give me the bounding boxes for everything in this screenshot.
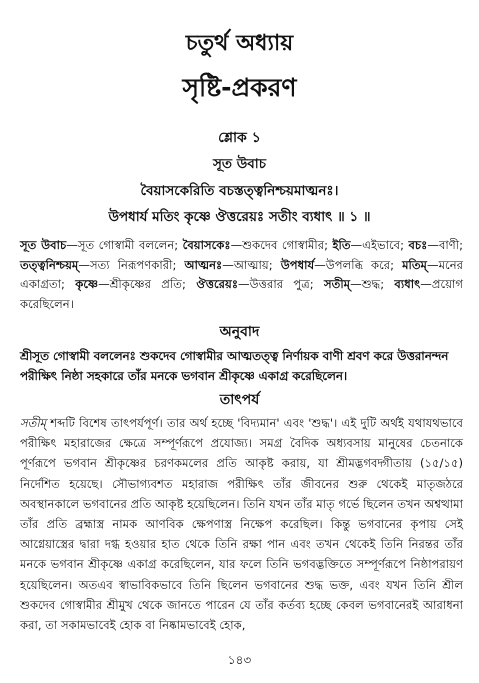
synonym-meaning: শুদ্ধ; bbox=[361, 277, 385, 292]
synonym-word: বৈয়াসকেঃ bbox=[182, 238, 231, 252]
verse-line-2: উপধার্য মতিং কৃষ্ণে ঔত্তরেয়ঃ সতীং ব্যধাৎ ॥ ১ ॥ bbox=[108, 209, 371, 225]
verse-line-1: বৈয়াসকেরিতি বচস্তত্ত্বনিশ্চয়মাত্মনঃ। bbox=[140, 183, 339, 199]
synonyms-list: সূত উবাচ—সূত গোস্বামী বললেন; বৈয়াসকেঃ—শুকদেব গোস্বামীর; ইতি—এইভাবে; বচঃ—বাণী; তত্ত্বনিশ্চয়ম্—সত্য নিরূপণকারী; আত্মনঃ—আত্মায়; উপধার্য—উপলব্ধি করে; মতিম্—মনের একাগ্রতা; কৃষ্ণে—শ্রীকৃষ্ণের প্রতি; ঔত্তরেয়ঃ—উত্তরার পুত্র; সতীম্—শুদ্ধ; ব্যধাৎ—প্রয়োগ করেছিলেন। bbox=[20, 238, 464, 311]
sloka-label: শ্লোক ১ bbox=[218, 130, 261, 146]
synonym-word: মতিম্ bbox=[402, 257, 427, 272]
purport-term: সতীম্ bbox=[20, 416, 47, 430]
synonym-word: ঔত্তরেয়ঃ bbox=[196, 277, 239, 292]
synonym-meaning: উপলব্ধি করে; bbox=[325, 257, 395, 272]
verse-speaker: সূত উবাচ bbox=[213, 156, 266, 172]
translation-heading: অনুবাদ bbox=[219, 324, 260, 340]
synonym-meaning: আত্মায়; bbox=[233, 257, 273, 272]
synonym-meaning: এইভাবে; bbox=[362, 238, 405, 252]
synonym-word: উপধার্য bbox=[280, 257, 315, 272]
synonyms-paragraph bbox=[20, 236, 463, 314]
synonym-meaning: শুকদেব গোস্বামীর; bbox=[242, 238, 329, 252]
synonym-word: তত্ত্বনিশ্চয়ম্ bbox=[20, 257, 79, 272]
synonym-word: বচঃ bbox=[408, 238, 428, 252]
synonym-word: কৃষ্ণে bbox=[75, 277, 99, 292]
synonym-meaning: সূত গোস্বামী বললেন; bbox=[77, 238, 179, 252]
synonym-meaning: বাণী; bbox=[438, 238, 464, 252]
synonym-word: সতীম্ bbox=[324, 277, 351, 292]
translation-text: শ্রীসূত গোস্বামী বললেনঃ শুকদেব গোস্বামীর আত্মতত্ত্ব নির্ণায়ক বাণী শ্রবণ করে উত্তরানন্দন পরীক্ষিৎ নিষ্ঠা সহকারে তাঁর মনকে ভগবান শ্রীকৃষ্ণে একাগ্র করেছিলেন। bbox=[20, 349, 449, 383]
synonym-meaning: মনের একাগ্রতা; bbox=[20, 257, 463, 292]
synonym-word: আত্মনঃ bbox=[184, 257, 223, 272]
purport-text bbox=[20, 413, 463, 635]
synonym-word: ব্যধাৎ bbox=[394, 277, 421, 292]
purport-body: শব্দটি বিশেষ তাৎপর্যপূর্ণ। তার অর্থ হচ্ছে 'বিদ্যমান' এবং 'শুদ্ধ'। এই দুটি অর্থই যথাযথভাবে পরীক্ষিৎ মহারাজের ক্ষেত্রে সম্পূর্ণরূপে প্রযোজ্য। সমগ্র বৈদিক অধ্যবসায় মানুষের চেতনাকে পূর্ণরূপে ভগবান শ্রীকৃষ্ণের চরণকমলের প্রতি আকৃষ্ট করায়, যা শ্রীমদ্ভগবদ্গীতায় (১৫/১৫) নির্দেশিত হয়েছে। সৌভাগ্যবশত মহারাজ পরীক্ষিৎ তাঁর জীবনের শুরু থেকেই মাতৃজঠরে অবস্থানকালে ভগবানের প্রতি আকৃষ্ট হয়েছিলেন। তিনি যখন তাঁর মাতৃ গর্ভে ছিলেন তখন অশ্বত্থামা তাঁর প্রতি ব্রহ্মাস্ত্র নামক আণবিক ক্ষেপণাস্ত্র নিক্ষেপ করেছিল। কিন্তু ভগবানের কৃপায় সেই আগ্নেয়াস্ত্রের দ্বারা দগ্ধ হওয়ার হাত থেকে তিনি রক্ষা পান এবং তখন থেকেই তিনি নিরন্তর তাঁর মনকে ভগবান শ্রীকৃষ্ণে একাগ্র করেছিলেন, যার ফলে তিনি ভগবদ্ভক্তিতে সম্পূর্ণরূপে নিষ্ঠাপরায়ণ হয়েছিলেন। অতএব স্বাভাবিকভাবে তিনি ছিলেন ভগবানের শুদ্ধ ভক্ত, এবং যখন তিনি শ্রীল শুকদেব গোস্বামীর শ্রীমুখ থেকে জানতে পারেন যে তাঁর কর্তব্য হচ্ছে কেবল ভগবানেরই আরাধনা করা, তা সকামভাবেই হোক বা নিষ্কামভাবেই হোক, bbox=[20, 416, 464, 633]
synonym-word: সূত উবাচ bbox=[20, 238, 67, 252]
synonym-word: ইতি bbox=[332, 238, 351, 252]
chapter-title: সৃষ্টি-প্রকরণ bbox=[182, 73, 297, 102]
synonym-meaning: প্রয়োগ করেছিলেন। bbox=[20, 277, 463, 311]
purport-heading: তাৎপর্য bbox=[219, 392, 260, 408]
synonym-meaning: শ্রীকৃষ্ণের প্রতি; bbox=[109, 277, 186, 292]
synonym-meaning: উত্তরার পুত্র; bbox=[249, 277, 314, 292]
chapter-heading: চতুর্থ অধ্যায় bbox=[185, 31, 294, 56]
page-number: ১৪৩ bbox=[227, 653, 252, 667]
synonym-meaning: সত্য নিরূপণকারী; bbox=[89, 257, 177, 272]
